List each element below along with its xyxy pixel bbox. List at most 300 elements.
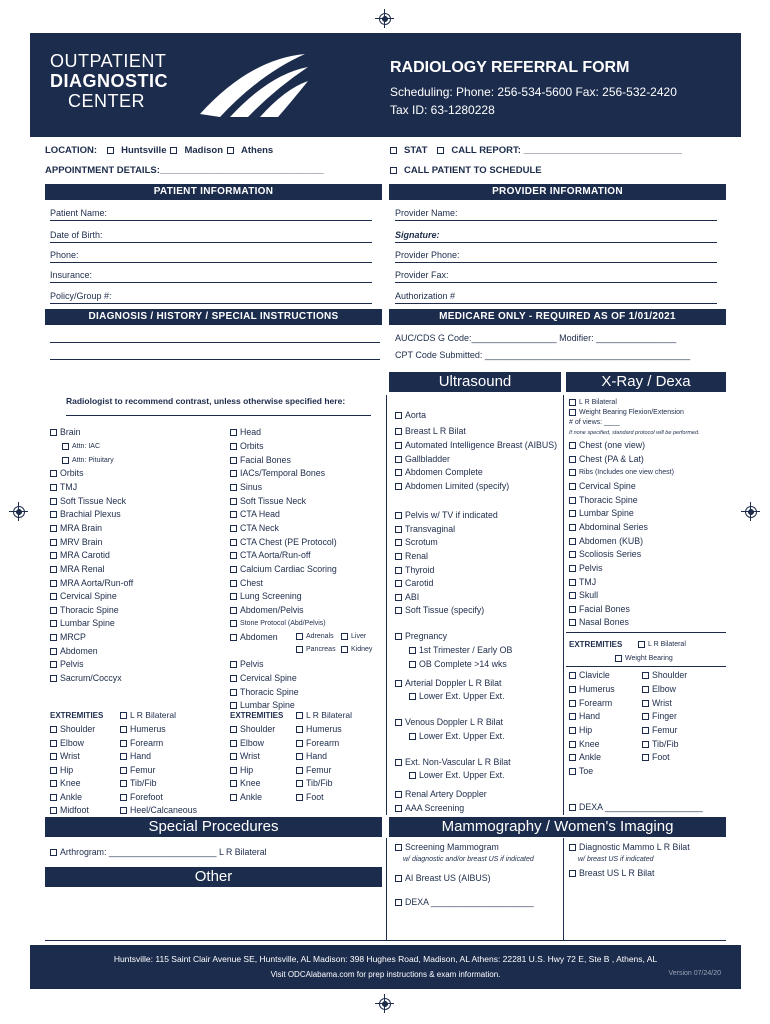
checkbox-mri-item-3[interactable] [50,470,57,477]
checkbox-ct-ext-right-4[interactable] [296,780,303,787]
mri-title: MRI [120,373,148,390]
xray-item-8 [569,549,641,560]
checkbox-us-item-5[interactable] [395,483,402,490]
checkbox-xray-lrb[interactable] [569,399,576,406]
us-item-11-label: Carotid [405,578,434,588]
xray-wb-label: Weight Bearing Flexion/Extension [579,409,684,416]
ct-extremities-label: EXTREMITIES [230,711,284,720]
checkbox-mri-item-5[interactable] [50,498,57,505]
xray-ext-divider-2 [566,666,726,667]
patient-name-label: Patient Name: [50,208,108,218]
checkbox-ct-ext-right-1[interactable] [296,740,303,747]
checkbox-xray-ext-left-7[interactable] [569,768,576,775]
arthrogram-label[interactable]: Arthrogram: ______________________ L R Bilateral [60,847,267,857]
checkbox-mri-item-15[interactable] [50,634,57,641]
checkbox-us-item-24[interactable] [395,805,402,812]
xray-ext-left-2 [569,698,612,709]
checkbox-xray-item-13[interactable] [569,619,576,626]
us-item-10-label: Thyroid [405,565,435,575]
checkbox-xray-ext-right-3[interactable] [642,713,649,720]
xray-item-13-label: Nasal Bones [579,617,629,627]
checkbox-xray-item-9[interactable] [569,565,576,572]
checkbox-xray-ext-left-0[interactable] [569,672,576,679]
mri-ext-left-1-label: Elbow [60,738,84,748]
checkbox-mri-ext-left-5[interactable] [50,794,57,801]
checkbox-mri-ext-right-3[interactable] [120,767,127,774]
checkbox-ct-item-5[interactable] [230,498,237,505]
us-item-19-label: Venous Doppler L R Bilat [405,717,503,727]
other-header: Other [45,867,382,887]
checkbox-call-patient[interactable] [390,167,397,174]
ct-ext-right-0 [296,724,342,735]
checkbox-us-item-10[interactable] [395,567,402,574]
checkbox-xray-item-1[interactable] [569,456,576,463]
mri-ext-left-6 [50,805,89,816]
ct-ext-left-2-label: Wrist [240,751,260,761]
checkbox-mri-item-11[interactable] [50,580,57,587]
checkbox-mri-ext-right-2[interactable] [120,753,127,760]
us-item-20-label: Lower Ext. Upper Ext. [419,731,505,741]
us-item-0 [395,410,426,421]
checkbox-athens[interactable] [227,147,234,154]
checkbox-us-item-8[interactable] [395,539,402,546]
us-item-8-label: Scrotum [405,537,438,547]
contrast-note: Radiologist to recommend contrast, unless otherwise specified here: [66,396,346,406]
checkbox-xray-ext-left-3[interactable] [569,713,576,720]
checkbox-ct-ext-left-0[interactable] [230,726,237,733]
checkbox-xray-item-8[interactable] [569,551,576,558]
checkbox-pancreas[interactable] [296,646,303,653]
patient-name-field[interactable] [50,207,372,221]
checkbox-us-item-23[interactable] [395,791,402,798]
xray-header: X-Ray / Dexa [566,372,726,392]
mri-ext-right-2 [120,751,151,762]
ct-ext-left-1-label: Elbow [240,738,264,748]
checkbox-mri-ext-left-1[interactable] [50,740,57,747]
checkbox-us-item-1[interactable] [395,428,402,435]
mri-ext-right-0 [120,724,166,735]
diagnostic-mammo-label: Diagnostic Mammo L R Bilat [579,842,690,852]
checkbox-xray-ext-wb[interactable] [615,655,622,662]
xray-ext-right-1 [642,684,676,695]
mri-ext-left-3 [50,765,73,776]
stat-row [390,145,682,156]
checkbox-ct-item-6[interactable] [230,511,237,518]
checkbox-xray-ext-right-5[interactable] [642,741,649,748]
patient-phone-field[interactable] [50,249,372,263]
checkbox-us-item-9[interactable] [395,553,402,560]
ct-item-5-label: Soft Tissue Neck [240,496,307,506]
ct-item-5 [230,496,306,507]
ct-ext-left-0-label: Shoulder [240,724,276,734]
signature-field[interactable] [395,229,717,243]
xray-item-1-label: Chest (PA & Lat) [579,454,644,464]
checkbox-us-item-14[interactable] [395,633,402,640]
insurance-field[interactable] [50,269,372,283]
checkbox-screening-mammo[interactable] [395,844,402,851]
mri-item-13-label: Thoracic Spine [60,605,119,615]
mri-ext-left-0 [50,724,95,735]
xray-item-9-label: Pelvis [579,563,603,573]
mri-ext-right-5 [120,792,163,803]
xray-views[interactable]: # of views: ____ [569,419,620,426]
checkbox-mri-item-13[interactable] [50,607,57,614]
mammo-divider [563,838,564,940]
checkbox-mri-item-8[interactable] [50,539,57,546]
mri-ext-left-0-label: Shoulder [60,724,96,734]
xray-ext-right-2 [642,698,672,709]
checkbox-xray-ext-left-1[interactable] [569,686,576,693]
checkbox-xray-item-10[interactable] [569,579,576,586]
liver-label: Liver [351,633,367,640]
checkbox-huntsville[interactable] [107,147,114,154]
us-item-19 [395,717,503,728]
checkbox-mri-item-1[interactable] [62,443,69,450]
provider-phone-field[interactable] [395,249,717,263]
mri-item-3-label: Orbits [60,468,84,478]
policy-label: Policy/Group #: [50,291,112,301]
checkbox-xray-ext-right-4[interactable] [642,727,649,734]
checkbox-mri-ext-right-5[interactable] [120,794,127,801]
checkbox-xray-item-3[interactable] [569,483,576,490]
appointment-details-field[interactable]: APPOINTMENT DETAILS:_______________________________ [45,165,324,176]
dob-label: Date of Birth: [50,230,103,240]
mri-ext-left-4 [50,778,81,789]
checkbox-stat[interactable] [390,147,397,154]
checkbox-xray-ext-left-4[interactable] [569,727,576,734]
header-band [30,33,741,137]
checkbox-mri-item-6[interactable] [50,511,57,518]
checkbox-ct-ext-left-5[interactable] [230,794,237,801]
checkbox-ct-ext-left-3[interactable] [230,767,237,774]
checkbox-us-item-22[interactable] [409,772,416,779]
checkbox-us-item-3[interactable] [395,456,402,463]
checkbox-mri-ext-left-3[interactable] [50,767,57,774]
checkbox-xray-item-12[interactable] [569,606,576,613]
xray-item-4-label: Thoracic Spine [579,495,638,505]
checkbox-mri-item-9[interactable] [50,552,57,559]
checkbox-ct-item-2[interactable] [230,457,237,464]
ct-item-11-label: Chest [240,578,263,588]
xray-ext-right-2-label: Wrist [652,698,672,708]
checkbox-xray-item-5[interactable] [569,510,576,517]
ct-item-2 [230,455,291,466]
checkbox-ct-item-15[interactable] [230,634,237,641]
checkbox-us-item-21[interactable] [395,759,402,766]
mri-item-7-label: MRA Brain [60,523,103,533]
checkbox-xray-item-4[interactable] [569,497,576,504]
checkbox-xray-ext-right-2[interactable] [642,700,649,707]
us-item-4-label: Abdomen Complete [405,467,483,477]
checkbox-ct-item-8[interactable] [230,539,237,546]
checkbox-adrenals[interactable] [296,633,303,640]
checkbox-xray-dexa[interactable] [569,804,576,811]
checkbox-ct-ext-right-3[interactable] [296,767,303,774]
ct-item-3-label: IACs/Temporal Bones [240,468,326,478]
checkbox-ct-item2-1[interactable] [230,675,237,682]
mri-ext-left-5 [50,792,82,803]
us-item-11 [395,578,433,589]
checkbox-us-item-13[interactable] [395,607,402,614]
mri-ext-right-0-label: Humerus [130,724,166,734]
adrenals-label: Adrenals [306,633,334,640]
checkbox-us-item-4[interactable] [395,469,402,476]
checkbox-xray-item-0[interactable] [569,442,576,449]
xray-ext-right-0 [642,670,687,681]
policy-field[interactable] [50,290,372,304]
call-report-field[interactable]: CALL REPORT: ______________________________ [451,145,683,156]
checkbox-us-item-0[interactable] [395,412,402,419]
screening-mammo [395,842,499,853]
checkbox-mri-item-18[interactable] [50,675,57,682]
checkbox-ct-item-1[interactable] [230,443,237,450]
provider-name-field[interactable] [395,207,717,221]
checkbox-mri-item-0[interactable] [50,429,57,436]
ct-item-4 [230,482,262,493]
checkbox-mri-ext-left-6[interactable] [50,807,57,814]
checkbox-xray-item-11[interactable] [569,592,576,599]
xray-ext-left-4-label: Hip [579,725,593,735]
ct-us-divider [386,395,387,815]
us-item-6 [395,510,498,521]
checkbox-us-item-15[interactable] [409,647,416,654]
us-item-22-label: Lower Ext. Upper Ext. [419,770,505,780]
checkbox-mri-item-17[interactable] [50,661,57,668]
checkbox-ct-item-7[interactable] [230,525,237,532]
mri-item-14 [50,618,115,629]
provider-fax-field[interactable] [395,269,717,283]
checkbox-mammo-dexa[interactable] [395,899,402,906]
special-mammo-divider [386,838,387,940]
mri-item-4 [50,482,77,493]
checkbox-xray-ext-left-6[interactable] [569,754,576,761]
diagnosis-line-2[interactable] [50,359,380,360]
checkbox-ct-ext-right-0[interactable] [296,726,303,733]
checkbox-xray-ext-right-0[interactable] [642,672,649,679]
ct-ext-left-4-label: Knee [240,778,261,788]
xray-ext-options-label: L R Bilateral [648,641,686,648]
mri-item-6-label: Brachial Plexus [60,509,121,519]
ct-ext-left-5 [230,792,262,803]
location-row [45,145,273,156]
xray-ext-wb [615,653,673,664]
diagnosis-line-1[interactable] [50,342,380,343]
mri-extremities-label: EXTREMITIES [50,711,104,720]
us-item-12 [395,592,419,603]
huntsville-label: Huntsville [121,145,167,156]
checkbox-ct-item-0[interactable] [230,429,237,436]
us-item-24 [395,803,464,814]
ct-item-6 [230,509,280,520]
us-item-6-label: Pelvis w/ TV if indicated [405,510,498,520]
us-item-18-label: Lower Ext. Upper Ext. [419,691,505,701]
checkbox-mri-ext-right-0[interactable] [120,726,127,733]
checkbox-breast-us[interactable] [569,870,576,877]
us-item-23 [395,789,487,800]
checkbox-us-item-16[interactable] [409,661,416,668]
provider-info-header: PROVIDER INFORMATION [389,184,726,200]
us-item-16-label: OB Complete >14 wks [419,659,507,669]
logo-line-2: DIAGNOSTIC [50,71,169,91]
ct-item-0-label: Head [240,427,262,437]
ct-ext-left-5-label: Ankle [240,792,263,802]
checkbox-ct-item-11[interactable] [230,580,237,587]
checkbox-xray-ext-left-5[interactable] [569,741,576,748]
us-item-21-label: Ext. Non-Vascular L R Bilat [405,757,511,767]
mri-item-1 [62,441,100,452]
tax-id: Tax ID: 63-1280228 [390,103,495,117]
checkbox-xray-wb[interactable] [569,409,576,416]
checkbox-us-item-7[interactable] [395,526,402,533]
checkbox-mri-item-12[interactable] [50,593,57,600]
checkbox-call-report[interactable] [437,147,444,154]
ct-item2-2-label: Thoracic Spine [240,687,299,697]
checkbox-ct-item-14[interactable] [230,620,237,627]
mri-item-17-label: Pelvis [60,659,84,669]
mri-item-0 [50,427,81,438]
checkbox-ct-item2-0[interactable] [230,661,237,668]
mri-item-18 [50,673,122,684]
checkbox-mri-ext-l[interactable] [120,712,127,719]
xray-item-11 [569,590,598,601]
us-item-8 [395,537,438,548]
auc-field[interactable]: AUC/CDS G Code:_________________ Modifier: ________________ [395,333,677,343]
ct-item-12 [230,591,302,602]
checkbox-mri-ext-left-0[interactable] [50,726,57,733]
checkbox-ct-item-12[interactable] [230,593,237,600]
xray-item-4 [569,495,638,506]
checkbox-ct-ext-right-2[interactable] [296,753,303,760]
mri-ext-left-4-label: Knee [60,778,81,788]
checkbox-xray-ext-l[interactable] [638,641,645,648]
mri-item-5 [50,496,126,507]
ct-item-2-label: Facial Bones [240,455,291,465]
checkbox-us-item-20[interactable] [409,733,416,740]
checkbox-mri-ext-left-4[interactable] [50,780,57,787]
checkbox-mri-ext-right-6[interactable] [120,807,127,814]
checkbox-xray-item-7[interactable] [569,538,576,545]
ct-adrenals [296,631,334,642]
checkbox-mri-ext-left-2[interactable] [50,753,57,760]
checkbox-mri-ext-right-4[interactable] [120,780,127,787]
checkbox-xray-ext-right-6[interactable] [642,754,649,761]
checkbox-mri-item-14[interactable] [50,620,57,627]
us-item-10 [395,565,434,576]
checkbox-mri-ext-right-1[interactable] [120,740,127,747]
contrast-line[interactable] [66,415,371,416]
footer-website: Visit ODCAlabama.com for prep instructions & exam information. [270,970,501,979]
xray-item-3 [569,481,636,492]
diagnostic-mammo [569,842,690,853]
stat-label: STAT [404,145,428,156]
checkbox-ct-ext-left-1[interactable] [230,740,237,747]
xray-ext-left-1 [569,684,615,695]
xray-item-3-label: Cervical Spine [579,481,636,491]
insurance-label: Insurance: [50,270,93,280]
ct-ext-options-label: L R Bilateral [306,710,352,720]
checkbox-ct-item-10[interactable] [230,566,237,573]
checkbox-xray-item-6[interactable] [569,524,576,531]
mri-item-16 [50,646,98,657]
authorization-field[interactable] [395,290,717,304]
checkbox-ct-item-9[interactable] [230,552,237,559]
checkbox-ct-ext-l[interactable] [296,712,303,719]
us-item-16 [409,659,507,670]
ct-liver [341,631,366,642]
us-item-1 [395,426,466,437]
xray-ext-right-0-label: Shoulder [652,670,688,680]
ct-ext-right-5-label: Foot [306,792,324,802]
mri-ext-right-5-label: Forefoot [130,792,163,802]
mri-item-8-label: MRV Brain [60,537,103,547]
checkbox-xray-ext-right-1[interactable] [642,686,649,693]
xray-ext-right-3-label: Finger [652,711,677,721]
us-item-9 [395,551,428,562]
checkbox-us-item-19[interactable] [395,719,402,726]
checkbox-madison[interactable] [170,147,177,154]
ct-item-4-label: Sinus [240,482,263,492]
checkbox-diagnostic-mammo[interactable] [569,844,576,851]
checkbox-mri-item-4[interactable] [50,484,57,491]
mri-ext-right-3 [120,765,155,776]
mri-item-2-label: Attn: Pituitary [72,457,114,464]
xray-item-6-label: Abdominal Series [579,522,648,532]
xray-item-5-label: Lumbar Spine [579,508,634,518]
checkbox-arthrogram[interactable] [50,849,57,856]
checkbox-ct-item-3[interactable] [230,470,237,477]
xray-item-6 [569,522,648,533]
checkbox-xray-ext-left-2[interactable] [569,700,576,707]
checkbox-ct-item2-3[interactable] [230,702,237,709]
checkbox-kidney[interactable] [341,646,348,653]
mri-item-12 [50,591,117,602]
checkbox-us-item-6[interactable] [395,512,402,519]
ct-item-9 [230,550,311,561]
checkbox-ct-ext-left-4[interactable] [230,780,237,787]
dob-field[interactable] [50,229,372,243]
checkbox-ct-ext-left-2[interactable] [230,753,237,760]
checkbox-mri-item-2[interactable] [62,457,69,464]
us-item-18 [409,691,505,702]
mri-ext-left-2-label: Wrist [60,751,80,761]
checkbox-us-item-11[interactable] [395,580,402,587]
xray-item-10 [569,577,596,588]
checkbox-ct-item-13[interactable] [230,607,237,614]
ai-breast-us [395,873,491,884]
checkbox-ct-item-4[interactable] [230,484,237,491]
mri-item-4-label: TMJ [60,482,78,492]
checkbox-us-item-2[interactable] [395,442,402,449]
us-item-17-label: Arterial Doppler L R Bilat [405,678,502,688]
checkbox-us-item-18[interactable] [409,693,416,700]
checkbox-us-item-17[interactable] [395,680,402,687]
checkbox-mri-item-16[interactable] [50,648,57,655]
arthrogram-row [50,847,267,858]
checkbox-us-item-12[interactable] [395,594,402,601]
mri-ext-right-4 [120,778,157,789]
checkbox-xray-item-2[interactable] [569,469,576,476]
us-item-9-label: Renal [405,551,428,561]
checkbox-ct-item2-2[interactable] [230,689,237,696]
cpt-field[interactable]: CPT Code Submitted: _________________________________________ [395,350,691,360]
ct-item2-0 [230,659,263,670]
checkbox-mri-item-7[interactable] [50,525,57,532]
checkbox-liver[interactable] [341,633,348,640]
checkbox-ct-ext-right-5[interactable] [296,794,303,801]
checkbox-mri-item-10[interactable] [50,566,57,573]
ct-ext-right-2-label: Hand [306,751,328,761]
checkbox-ai-breast-us[interactable] [395,875,402,882]
